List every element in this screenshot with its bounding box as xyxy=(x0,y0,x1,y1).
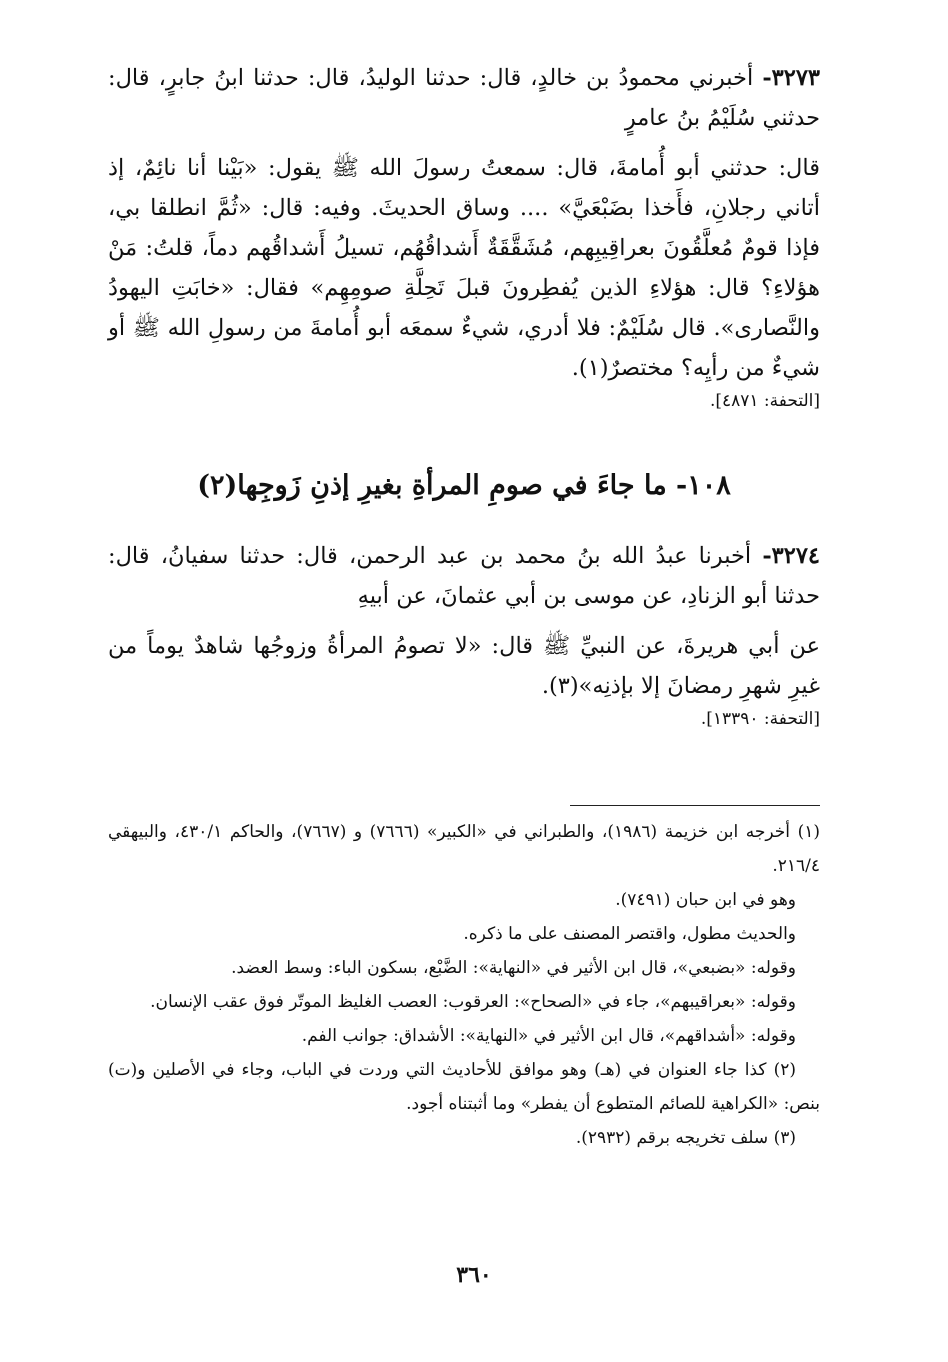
footnote: (٣) سلف تخريجه برقم (٢٩٣٢). xyxy=(575,1128,796,1148)
isnad-text: أخبرني محمودُ بن خالدٍ، قال: حدثنا الوليدُ، قال: حدثنا ابنُ جابرٍ، قال: حدثني سُلَيْمُ بنُ عامرٍ xyxy=(108,65,820,131)
isnad-text: أخبرنا عبدُ الله بنُ محمد بن عبد الرحمن، قال: حدثنا سفيانُ، قال: حدثنا أبو الزنادِ، عن موسى بن أبي عثمانَ، عن أبيهِ xyxy=(108,543,820,609)
footnote: والحديث مطول، واقتصر المصنف على ما ذكره. xyxy=(463,924,796,944)
hadith-number: ٣٢٧٤- xyxy=(762,543,820,569)
hadith-3273-matn: قال: حدثني أبو أُمامةَ، قال: سمعتُ رسولَ الله ﷺ يقول: «بَيْنا أنا نائِمٌ، إذ أتاني رجلانِ، فأَخذا بضَبْعَيَّ» .... وساق الحديثَ. وفيه: قال: «ثُمَّ انطلقا بي، فإذا قومٌ مُعلَّقُونَ بعراقِيبِهم، مُشَقَّقَةٌ أَشداقُهُم، تسيلُ أَشداقُهم دماً، قلتُ: مَنْ هؤلاءِ؟ قال: هؤلاءِ الذين يُفطِرونَ قبلَ تَحِلَّةِ صومِهِم» فقال: «خابَتِ اليهودُ والنَّصارى». قال سُلَيْمٌ: فلا أدري، شيءٌ سمعَه أبو أُمامةَ من رسولِ الله ﷺ أو شيءٌ من رأيِه؟ مختصرٌ(١). xyxy=(108,155,820,381)
page-number: ٣٦٠ xyxy=(456,1262,492,1288)
footnote: وقوله: «أشداقهم»، قال ابن الأثير في «النهاية»: الأشداق: جوانب الفم. xyxy=(301,1026,796,1046)
footnotes xyxy=(108,815,820,1155)
hadith-3274-reference: [التحفة: ١٣٣٩٠]. xyxy=(700,709,820,729)
footnote: وقوله: «بعراقيبهم»، جاء في «الصحاح»: العرقوب: العصب الغليظ الموتّر فوق عقب الإنسان. xyxy=(150,992,796,1012)
footnote: وقوله: «بضبعي»، قال ابن الأثير في «النهاية»: الضَّبْع، بسكون الباء: وسط العضد. xyxy=(231,958,796,978)
footnote-divider xyxy=(570,805,820,806)
main-text xyxy=(108,58,820,732)
hadith-number: ٣٢٧٣- xyxy=(762,65,821,91)
hadith-3273-reference: [التحفة: ٤٨٧١]. xyxy=(709,391,820,411)
footnote: (١) أخرجه ابن خزيمة (١٩٨٦)، والطبراني في «الكبير» (٧٦٦٦) و (٧٦٦٧)، والحاكم ٤٣٠/١، والبيهقي ٢١٦/٤. xyxy=(108,822,820,876)
chapter-heading: ١٠٨- ما جاءَ في صومِ المرأةِ بغيرِ إذنِ زَوجِها(٢) xyxy=(197,470,731,501)
hadith-3273-isnad xyxy=(108,58,820,138)
footnote: وهو في ابن حبان (٧٤٩١). xyxy=(615,890,796,910)
hadith-3274-matn: عن أبي هريرةَ، عن النبيِّ ﷺ قال: «لا تصومُ المرأةُ وزوجُها شاهدٌ يوماً من غيرِ شهرِ رمضانَ إلا بإذنِه»(٣). xyxy=(108,633,820,699)
hadith-3274-isnad xyxy=(108,536,820,616)
footnote: (٢) كذا جاء العنوان في (هـ) وهو موافق للأحاديث التي وردت في الباب، وجاء في الأصلين و(ت) بنص: «الكراهية للصائم المتطوع أن يفطر» وما أثبتناه أجود. xyxy=(108,1060,820,1114)
